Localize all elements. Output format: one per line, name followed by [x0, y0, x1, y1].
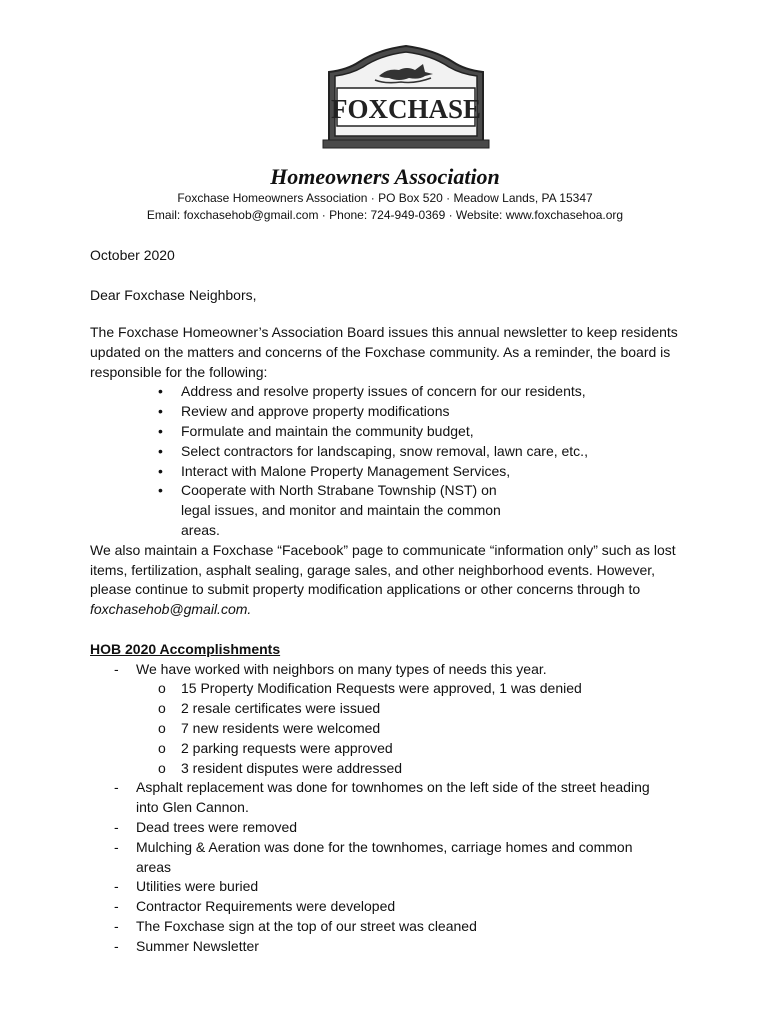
accomplishments-list: [90, 660, 690, 957]
bullet-icon: •: [158, 422, 163, 439]
circle-bullet-icon: o: [158, 719, 166, 736]
list-item: - Mulching & Aeration was done for the townhomes, carriage homes and common areas: [114, 838, 633, 875]
facebook-paragraph: We also maintain a Foxchase “Facebook” page to communicate “information only” such as lost items, fertilization, asphalt sealing, garage sales, and other neighborhood events. However, please continue to submit property modification applications or other concerns through to foxchasehob@gmail.com.: [90, 541, 676, 618]
dash-marker: -: [114, 818, 119, 835]
logo-text: FOXCHASE: [330, 94, 482, 124]
list-item: o 2 parking requests were approved: [136, 739, 690, 759]
org-title: Homeowners Association: [270, 164, 500, 189]
list-item: • Formulate and maintain the community budget,: [90, 422, 690, 442]
bullet-icon: •: [158, 482, 163, 499]
list-item: - Summer Newsletter: [90, 937, 690, 957]
list-item: - Asphalt replacement was done for townhomes on the left side of the street heading into Glen Cannon.: [114, 779, 650, 816]
circle-bullet-icon: o: [158, 759, 166, 776]
bullet-icon: •: [158, 442, 163, 459]
list-item: - Utilities were buried: [90, 877, 690, 897]
list-item: • Cooperate with North Strabane Township (NST) on legal issues, and monitor and maintain the common areas.: [158, 482, 501, 538]
dash-marker: -: [114, 779, 119, 796]
sub-list: [136, 679, 690, 778]
intro-paragraph: The Foxchase Homeowner’s Association Board issues this annual newsletter to keep residents updated on the matters and concerns of the Foxchase community. As a reminder, the board is responsible for the following:: [90, 324, 678, 380]
email-link[interactable]: foxchasehob@gmail.com.: [90, 601, 252, 618]
list-item: • Review and approve property modifications: [90, 402, 690, 422]
list-item: - The Foxchase sign at the top of our street was cleaned: [90, 917, 690, 937]
accomplishments-heading: HOB 2020 Accomplishments: [90, 640, 281, 657]
dash-marker: -: [114, 838, 119, 855]
dash-marker: -: [114, 917, 119, 934]
list-item: - We have worked with neighbors on many types of needs this year. o 15 Property Modification Requests were approved, 1 was denied o 2 resale certificates were issued o 7 new residents were welcomed o 2 parking requests were approved o 3 resident disputes were addressed: [90, 660, 690, 779]
list-item: o 7 new residents were welcomed: [136, 719, 690, 739]
list-item: - Contractor Requirements were developed: [90, 897, 690, 917]
contact-line: Email: foxchasehob@gmail.com · Phone: 724-949-0369 · Website: www.foxchasehoa.org: [146, 208, 624, 222]
duties-list: [90, 382, 690, 540]
dash-marker: -: [114, 878, 119, 895]
dash-marker: -: [114, 898, 119, 915]
list-item: o 3 resident disputes were addressed: [136, 759, 690, 779]
list-item: • Address and resolve property issues of concern for our residents,: [90, 382, 690, 402]
circle-bullet-icon: o: [158, 739, 166, 756]
bullet-icon: •: [158, 462, 163, 479]
list-item: o 15 Property Modification Requests were approved, 1 was denied: [136, 679, 690, 699]
foxchase-logo: [315, 42, 497, 154]
letter-body: [90, 323, 690, 957]
salutation: Dear Foxchase Neighbors,: [90, 287, 257, 303]
address-line: Foxchase Homeowners Association · PO Box 520 · Meadow Lands, PA 15347: [177, 191, 593, 205]
list-item: o 2 resale certificates were issued: [136, 699, 690, 719]
dash-marker: -: [114, 937, 119, 954]
letter-date: October 2020: [90, 247, 175, 263]
circle-bullet-icon: o: [158, 680, 166, 697]
dash-marker: -: [114, 660, 119, 677]
bullet-icon: •: [158, 383, 163, 400]
list-item: • Interact with Malone Property Management Services,: [90, 462, 690, 482]
bullet-icon: •: [158, 403, 163, 420]
list-item: - Dead trees were removed: [90, 818, 690, 838]
list-item: • Select contractors for landscaping, snow removal, lawn care, etc.,: [90, 442, 690, 462]
circle-bullet-icon: o: [158, 700, 166, 717]
